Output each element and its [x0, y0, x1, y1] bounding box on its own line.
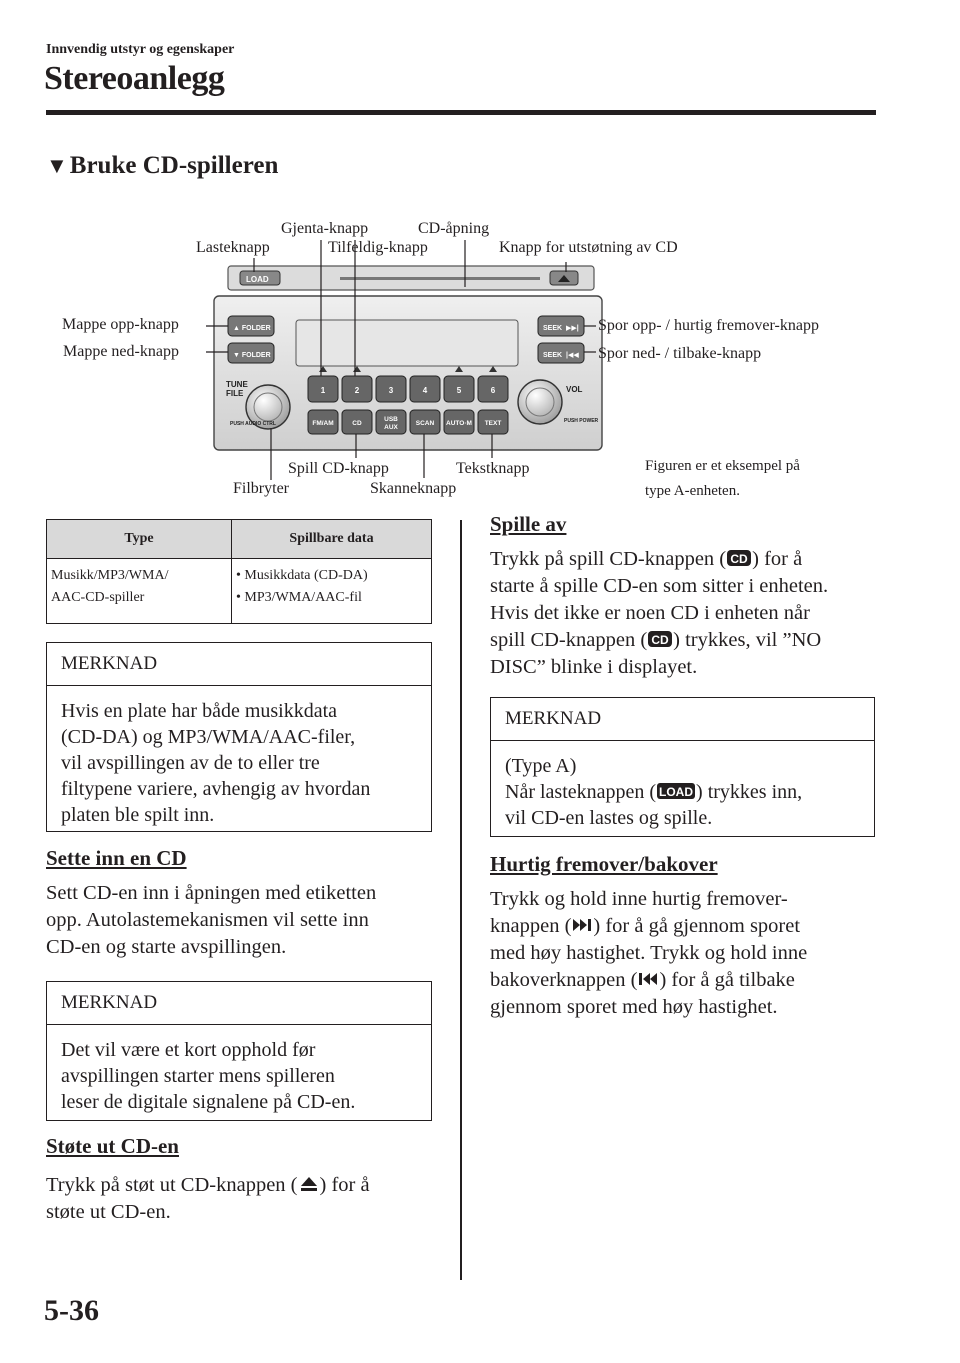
- heading-text: Bruke CD-spilleren: [69, 152, 279, 179]
- svg-text:3: 3: [388, 386, 394, 395]
- label-lasteknapp: Lasteknapp: [196, 239, 270, 256]
- load-text: LOAD: [246, 275, 269, 284]
- note-heading: MERKNAD: [47, 982, 431, 1025]
- note-box-2: [46, 981, 432, 1121]
- column-divider: [460, 520, 462, 1280]
- radio-unit-illustration: [0, 0, 960, 520]
- note-body: Hvis en plate har både musikkdata (CD-DA) og MP3/WMA/AAC-filer, vil avspillingen av de to eller tre filtypene variere, avhengig av hvordan platen ble spilt inn.: [61, 700, 371, 826]
- cd-icon: [726, 548, 752, 568]
- prev-track-icon: |◀◀: [566, 352, 579, 359]
- label-mappe-ned: Mappe ned-knapp: [63, 343, 179, 360]
- label-gjenta: Gjenta-knapp: [281, 220, 369, 237]
- svg-text:1: 1: [320, 386, 326, 395]
- chapter-title: Innvendig utstyr og egenskaper: [46, 42, 235, 57]
- subheading-sette-inn: Sette inn en CD: [46, 846, 187, 870]
- svg-text:4: 4: [422, 386, 428, 395]
- svg-text:CD: CD: [730, 552, 748, 566]
- table-row: [47, 559, 432, 624]
- label-spor-opp: Spor opp- / hurtig fremover-knapp: [598, 317, 819, 334]
- fast-forward-icon: [571, 915, 593, 935]
- label-mappe-opp: Mappe opp-knapp: [62, 316, 179, 333]
- svg-text:AUTO·M: AUTO·M: [446, 420, 472, 427]
- svg-text:6: 6: [490, 386, 496, 395]
- cd-slot: [340, 277, 540, 280]
- paragraph-spille-av: Trykk på spill CD-knappen ( CD ) for å starte å spille CD-en som sitter i enheten. Hvis det ikke er noen CD i enheten når spill CD-knappen ( CD ) trykkes, vil ”NO DISC” blinke i displayet.: [490, 548, 829, 678]
- note-heading: MERKNAD: [491, 698, 874, 741]
- table-cell-type: Musikk/MP3/WMA/ AAC-CD-spiller: [47, 559, 232, 624]
- rewind-icon: [637, 969, 659, 989]
- cd-icon: [647, 629, 673, 649]
- page-number: 5-36: [44, 1294, 99, 1327]
- svg-text:AUX: AUX: [384, 424, 398, 431]
- subheading-spille-av: Spille av: [490, 512, 567, 536]
- triangle-icon: ▼: [46, 153, 68, 178]
- svg-text:LOAD: LOAD: [659, 785, 694, 799]
- figure-caption: Figuren er et eksempel på type A-enheten.: [645, 458, 800, 499]
- note-box-1: [46, 642, 432, 832]
- svg-text:CD: CD: [352, 420, 362, 427]
- table-header-data: Spillbare data: [232, 520, 432, 559]
- table-cell-data: • Musikkdata (CD-DA) • MP3/WMA/AAC-fil: [232, 559, 432, 624]
- subheading-stote-ut: Støte ut CD-en: [46, 1134, 179, 1158]
- folder-up-text: ▲ FOLDER: [233, 325, 271, 332]
- note-box-3: [490, 697, 875, 837]
- paragraph-stote-ut: Trykk på støt ut CD-knappen ( ) for å støte ut CD-en.: [46, 1174, 370, 1223]
- seek-up-text: SEEK: [543, 325, 563, 332]
- label-cd-apning: CD-åpning: [418, 220, 490, 237]
- label-filbryter: Filbryter: [233, 480, 289, 497]
- eject-icon: [298, 1174, 320, 1194]
- svg-text:5: 5: [456, 386, 462, 395]
- note-body: Det vil være et kort opphold før avspillingen starter mens spilleren leser de digitale signalene på CD-en.: [61, 1039, 356, 1113]
- paragraph-hurtig: Trykk og hold inne hurtig fremover- knappen ( ) for å gå gjennom sporet med høy hastighet. Trykk og hold inne bakoverknappen ( ) for å gå tilbake gjennom sporet med høy hastighet.: [490, 888, 808, 1018]
- next-track-icon: ▶▶|: [566, 325, 579, 332]
- push-power-text: PUSH POWER: [564, 418, 599, 424]
- seek-down-text: SEEK: [543, 352, 563, 359]
- paragraph-sette-inn: Sett CD-en inn i åpningen med etiketten opp. Autolastemekanismen vil sette inn CD-en og starte avspillingen.: [46, 882, 377, 958]
- label-tekst: Tekstknapp: [456, 460, 530, 477]
- label-tilfeldig: Tilfeldig-knapp: [328, 239, 428, 256]
- svg-text:CD: CD: [651, 633, 669, 647]
- table-header-type: Type: [47, 520, 232, 559]
- label-utstotning: Knapp for utstøtning av CD: [499, 239, 678, 256]
- display-window: [296, 320, 518, 366]
- label-skanne: Skanneknapp: [370, 480, 457, 497]
- subheading-hurtig: Hurtig fremover/bakover: [490, 852, 718, 876]
- label-spill-cd: Spill CD-knapp: [288, 460, 389, 477]
- note-heading: MERKNAD: [47, 643, 431, 686]
- label-spor-ned: Spor ned- / tilbake-knapp: [598, 345, 762, 362]
- file-text: FILE: [226, 389, 244, 398]
- vol-text: VOL: [566, 385, 583, 394]
- tune-text: TUNE: [226, 380, 248, 389]
- note-body: (Type A) Når lasteknappen ( LOAD ) trykkes inn, vil CD-en lastes og spille.: [505, 755, 803, 829]
- load-icon: [656, 781, 696, 801]
- svg-text:FM/AM: FM/AM: [312, 420, 334, 427]
- svg-text:TEXT: TEXT: [484, 420, 502, 427]
- volume-knob: [518, 380, 562, 424]
- svg-text:2: 2: [354, 386, 360, 395]
- playable-types-table: [46, 519, 432, 624]
- svg-text:USB: USB: [384, 416, 398, 423]
- push-audio-text: PUSH AUDIO CTRL: [230, 421, 276, 427]
- folder-down-text: ▼ FOLDER: [233, 352, 271, 359]
- svg-text:SCAN: SCAN: [415, 420, 435, 427]
- section-title: Stereoanlegg: [44, 60, 225, 97]
